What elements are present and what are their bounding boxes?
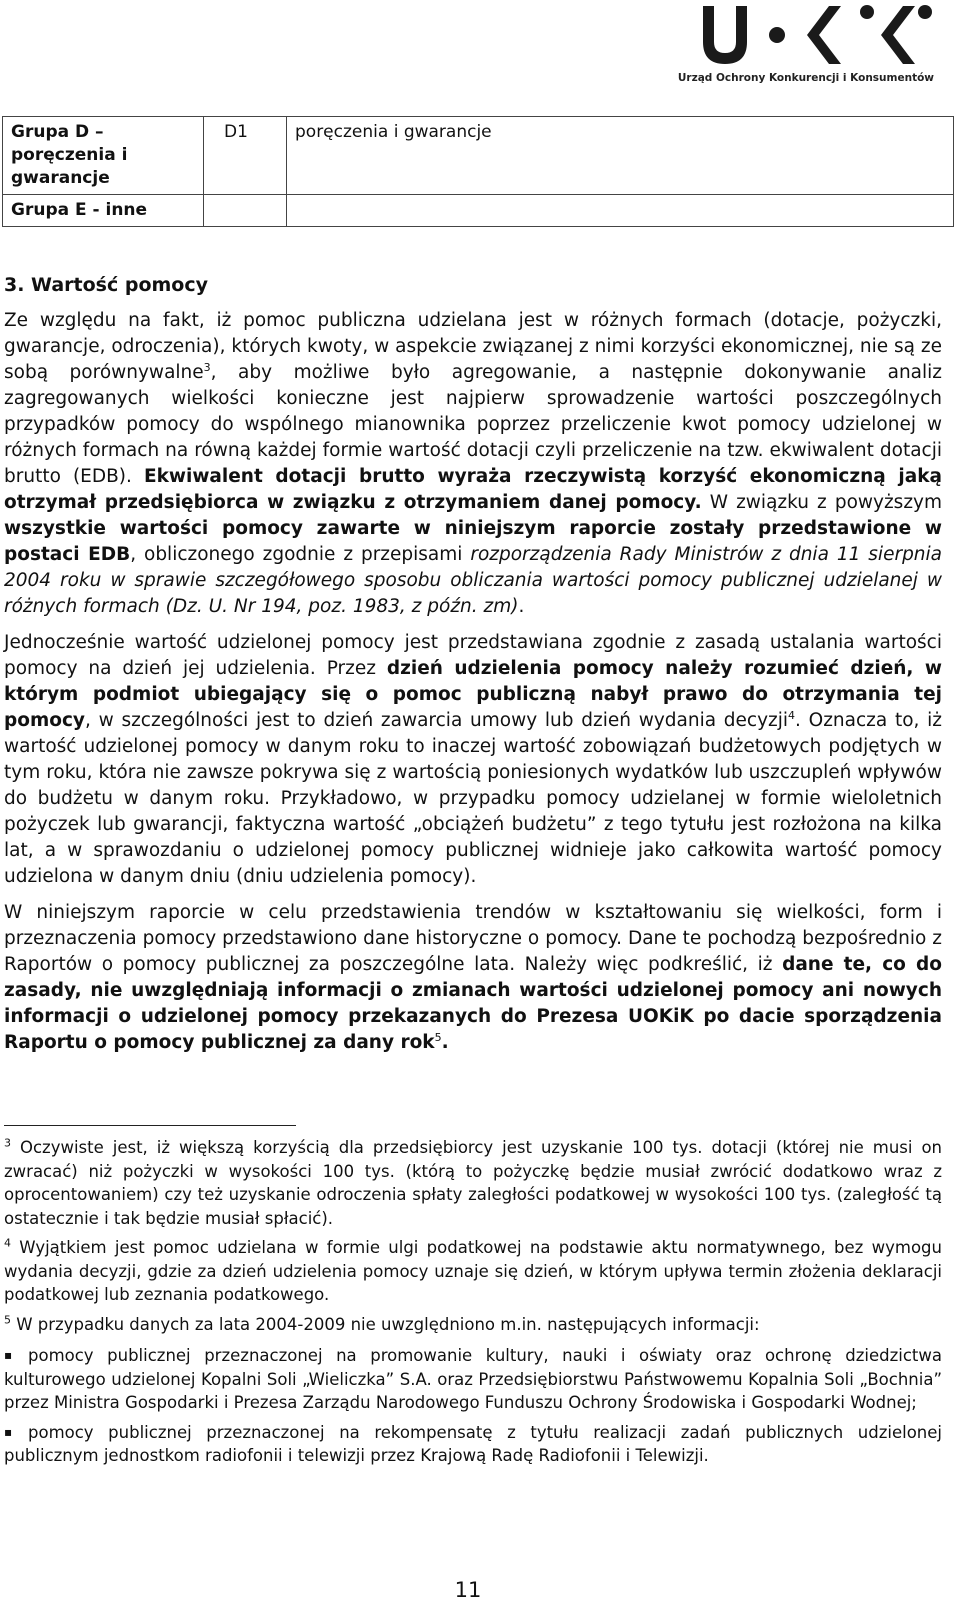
paragraph-1-segment: Ekwiwalent dotacji brutto wyraża rzeczywistą korzyść ekonomiczną jaką otrzymał przedsiębiorca w związku z otrzymaniem danej pomocy.	[4, 466, 942, 513]
footnote-segment: 4	[4, 1236, 11, 1250]
group-name-cell: Grupa D – poręczenia i gwarancje	[3, 117, 204, 195]
footnote-segment: W przypadku danych za lata 2004-2009 nie uwzględniono m.in. następujących informacji:	[11, 1314, 760, 1334]
paragraph-2-segment: , w szczególności jest to dzień zawarcia umowy lub dzień wydania decyzji	[84, 710, 789, 731]
paragraph-3-segment: W niniejszym raporcie w celu przedstawienia trendów w kształtowaniu się wielkości, form i przeznaczenia pomocy przedstawiono dane historyczne o pomocy. Dane te pochodzą bezpośrednio z Raportów o pomocy publicznej za poszczególne lata. Należy więc podkreślić, iż	[4, 902, 942, 975]
group-desc-cell: poręczenia i gwarancje	[287, 117, 954, 195]
paragraph-1-segment: .	[518, 596, 525, 617]
uokik-logo	[677, 2, 938, 87]
paragraph-1-segment: rozporządzenia Rady Ministrów z dnia 11 sierpnia 2004 roku w sprawie szczegółowego sposobu obliczania wartości pomocy publicznej udzielanej w różnych formach (Dz. U. Nr 194, poz. 1983, z późn. zm)	[4, 544, 943, 617]
main-content	[4, 272, 942, 1066]
paragraph-2-segment: dzień udzielenia pomocy należy rozumieć dzień, w którym podmiot ubiegający się o pomoc publiczną nabył prawo do otrzymania tej pomocy	[4, 658, 942, 731]
table-row	[3, 117, 954, 195]
paragraph-3-segment: .	[441, 1032, 449, 1053]
footnote-segment: pomocy publicznej przeznaczonej na promowanie kultury, nauki i oświaty oraz ochronę dziedzictwa kulturowego udzielonej Kopalni Soli „Wieliczka” S.A. oraz Przedsiębiorstwu Państwowemu Kopalnia Soli „Bochnia” przez Ministra Gospodarki i Prezesa Zarządu Narodowego Funduszu Ochrony Środowiska i Gospodarki Wodnej;	[4, 1346, 942, 1412]
footnote-segment: Wyjątkiem jest pomoc udzielana w formie ulgi podatkowej na podstawie aktu normatywnego, bez wymogu wydania decyzji, gdzie za dzień udzielenia pomocy uznaje się dzień, w którym upływa termin złożenia deklaracji podatkowej lub zeznania podatkowego.	[4, 1238, 942, 1304]
paragraph-2-segment: 4	[788, 708, 796, 722]
paragraph-2-segment: . Oznacza to, iż wartość udzielonej pomocy w danym roku to inaczej wartość zobowiązań budżetowych podjętych w tym roku, która nie zawsze pokrywa się z wartością poniesionych wydatków lub uszczupleń wpływów do budżetu w danym roku. Przykładowo, w przypadku pomocy udzielanej w formie wieloletnich pożyczek lub gwarancji, faktyczna wartość „obciążeń budżetu” z tego tytułu jest rozłożona na kilka lat, a w sprawozdaniu o udzielonej pomocy publicznej widnieje jako całkowita wartość pomocy udzielona w danym dniu (dniu udzielenia pomocy).	[4, 710, 942, 887]
logo-caption: Urząd Ochrony Konkurencji i Konsumentów	[677, 72, 934, 84]
paragraph-3-segment: dane te, co do zasady, nie uwzględniają informacji o zmianach wartości udzielonej pomocy ani nowych informacji o udzielonej pomocy przekazanych do Prezesa UOKiK po dacie sporządzenia Raportu o pomocy publicznej za dany rok	[4, 954, 942, 1053]
footnote-separator	[4, 1125, 296, 1126]
uokik-logo-mark	[693, 2, 938, 72]
paragraph-1-segment: Ze względu na fakt, iż pomoc publiczna udzielana jest w różnych formach (dotacje, pożyczki, gwarancje, odroczenia), których kwoty, w aspekcie związanej z nimi korzyści ekonomicznej, nie są ze sobą porównywalne	[4, 310, 942, 383]
paragraph-3-segment: 5	[434, 1030, 442, 1044]
paragraph-3	[4, 900, 942, 1056]
paragraph-1-segment: W związku z powyższym	[701, 492, 943, 513]
footnote-segment: 3	[4, 1136, 11, 1150]
table-row	[3, 195, 954, 227]
footnote-segment: ▪	[4, 1424, 13, 1439]
paragraph-2-segment: Jednocześnie wartość udzielonej pomocy jest przedstawiana zgodnie z zasadą ustalania wartości pomocy na dzień jej udzielenia. Przez	[4, 632, 942, 679]
page-number: 11	[454, 1578, 482, 1602]
aid-groups-table	[2, 116, 954, 227]
group-desc-cell	[287, 195, 954, 227]
paragraph-1	[4, 308, 942, 620]
footnote-segment: Oczywiste jest, iż większą korzyścią dla przedsiębiorcy jest uzyskanie 100 tys. dotacji (której nie musi on zwracać) niż pożyczki w wysokości 100 tys. (którą to pożyczkę będzie musiał zwrócić dodatkowo wraz z oprocentowaniem) czy też uzyskanie odroczenia spłaty zaległości podatkowej w wysokości 100 tys. (zaległość tą ostatecznie i tak będzie musiał spłacić).	[4, 1138, 942, 1228]
footnote-segment: pomocy publicznej przeznaczonej na rekompensatę z tytułu realizacji zadań publicznych udzielonej publicznym jednostkom radiofonii i telewizji przez Krajową Radę Radiofonii i Telewizji.	[4, 1422, 942, 1465]
footnote-segment: 5	[4, 1313, 11, 1326]
footnote	[4, 1313, 942, 1337]
paragraph-1-segment: , obliczonego zgodnie z przepisami	[130, 544, 471, 565]
group-code-cell	[204, 195, 287, 227]
paragraph-1-segment: 3	[203, 360, 211, 374]
footnote	[4, 1421, 942, 1468]
paragraph-1-segment: , aby możliwe było agregowanie, a następnie dokonywanie analiz zagregowanych wielkości konieczne jest najpierw sprowadzenie wartości poszczególnych przypadków pomocy do wspólnego mianownika poprzez przeliczenie kwot pomocy udzielonej w różnych formach na równą każdej formie wartość dotacji czyli przeliczenie na tzw. ekwiwalent dotacji brutto (EDB).	[4, 362, 942, 487]
footnote	[4, 1344, 942, 1415]
section-heading: 3. Wartość pomocy	[4, 274, 208, 296]
footnotes	[4, 1125, 942, 1474]
footnote-segment: ▪	[4, 1348, 13, 1362]
group-code-cell: D1	[204, 117, 287, 195]
footnote	[4, 1236, 942, 1307]
paragraph-2	[4, 630, 942, 890]
group-name-cell: Grupa E - inne	[3, 195, 204, 227]
paragraph-1-segment: wszystkie wartości pomocy zawarte w niniejszym raporcie zostały przedstawione w postaci EDB	[4, 518, 942, 565]
footnote	[4, 1136, 942, 1230]
